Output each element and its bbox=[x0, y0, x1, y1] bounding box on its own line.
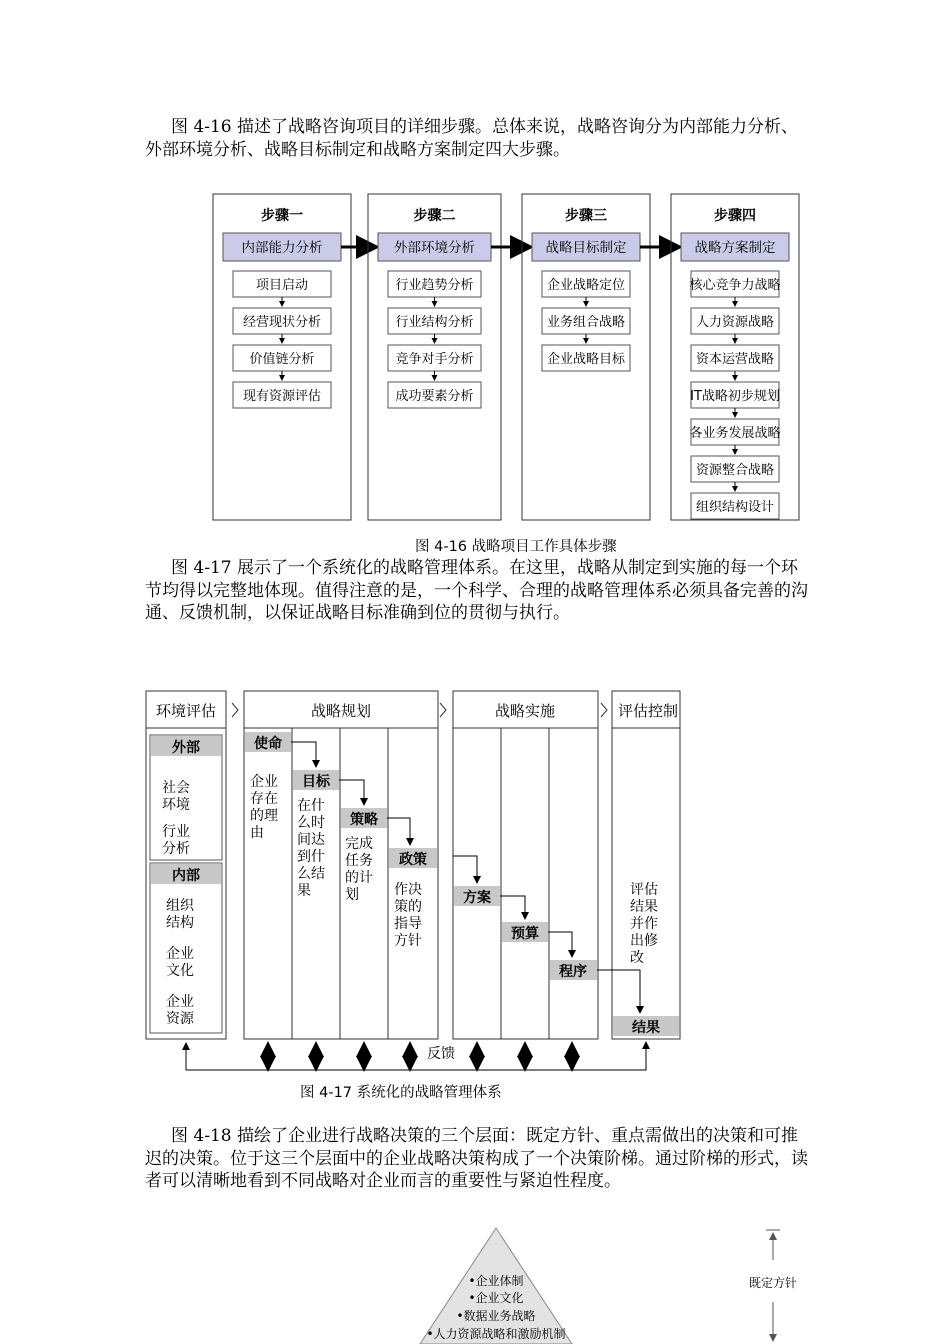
external-item: 环境 bbox=[162, 797, 190, 813]
external-item: 分析 bbox=[162, 841, 190, 857]
step-2-title: 步骤二 bbox=[413, 208, 456, 224]
eval-text: 出修 bbox=[630, 933, 658, 949]
mission-text: 的理 bbox=[250, 808, 278, 824]
goal-text: 么时 bbox=[297, 815, 325, 831]
step-1-item: 现有资源评估 bbox=[242, 389, 322, 404]
policy-text: 指导 bbox=[394, 916, 422, 932]
col-eval-title: 评估控制 bbox=[617, 702, 679, 720]
step-1-title: 步骤一 bbox=[261, 208, 303, 224]
mission-text: 存在 bbox=[250, 791, 278, 807]
figure-4-18 bbox=[400, 1222, 820, 1344]
internal-item: 企业 bbox=[166, 946, 194, 962]
paragraph-2: 图 4-17 展示了一个系统化的战略管理体系。在这里，战略从制定到实施的每一个环节均得以完整地体现。值得注意的是，一个科学、合理的战略管理体系必须具备完善的沟通、反馈机制，以保证战略目标准确到位的贯彻与执行。 bbox=[145, 558, 808, 623]
fig18-item-3: •数据业务战略 bbox=[456, 1309, 536, 1323]
step-4-item: 组织结构设计 bbox=[695, 500, 775, 515]
fig18-level-label: 既定方针 bbox=[748, 1276, 798, 1290]
step-2-item: 行业趋势分析 bbox=[395, 278, 474, 293]
eval-text: 并作 bbox=[630, 916, 658, 932]
step-1-item: 价值链分析 bbox=[249, 352, 315, 367]
step-1-item: 经营现状分析 bbox=[242, 315, 322, 330]
internal-item: 文化 bbox=[166, 963, 194, 979]
step-4-header: 战略方案制定 bbox=[694, 240, 776, 256]
plan-label: 方案 bbox=[463, 890, 491, 906]
goal-text: 在什 bbox=[297, 798, 325, 814]
figure-4-16 bbox=[205, 190, 810, 525]
col-plan-title: 战略规划 bbox=[310, 702, 372, 720]
step-3-item: 企业战略目标 bbox=[546, 352, 626, 367]
strategy-text: 划 bbox=[345, 887, 359, 903]
fig18-item-2: •企业文化 bbox=[468, 1291, 524, 1305]
step-3-header: 战略目标制定 bbox=[545, 240, 627, 256]
paragraph-1: 图 4-16 描述了战略咨询项目的详细步骤。总体来说，战略咨询分为内部能力分析、外部环境分析、战略目标制定和战略方案制定四大步骤。 bbox=[145, 117, 798, 160]
feedback-label: 反馈 bbox=[427, 1046, 455, 1062]
step-4-item: 人力资源战略 bbox=[695, 315, 775, 330]
col-env-title: 环境评估 bbox=[155, 702, 217, 720]
goal-text: 么结 bbox=[297, 866, 325, 882]
policy-text: 策的 bbox=[394, 899, 422, 915]
result-label: 结果 bbox=[632, 1020, 660, 1036]
figure-4-17 bbox=[140, 688, 690, 1078]
step-4-item: 资本运营战略 bbox=[695, 352, 775, 367]
mission-text: 由 bbox=[250, 825, 264, 841]
mission-text: 企业 bbox=[250, 774, 278, 790]
step-2-item: 竞争对手分析 bbox=[395, 352, 474, 367]
mission-label: 使命 bbox=[254, 736, 282, 752]
step-1-header: 内部能力分析 bbox=[241, 240, 323, 256]
eval-text: 改 bbox=[630, 950, 644, 966]
internal-item: 资源 bbox=[166, 1011, 194, 1027]
step-3-item: 企业战略定位 bbox=[546, 278, 626, 293]
strategy-label: 策略 bbox=[350, 812, 378, 828]
goal-text: 间达 bbox=[297, 832, 325, 848]
fig18-item-1: •企业体制 bbox=[468, 1274, 524, 1288]
paragraph-3: 图 4-18 描绘了企业进行战略决策的三个层面：既定方针、重点需做出的决策和可推迟的决策。位于这三个层面中的企业战略决策构成了一个决策阶梯。通过阶梯的形式，读者可以清晰地看到不同战略对企业而言的重要性与紧迫性程度。 bbox=[145, 1126, 808, 1191]
eval-text: 结果 bbox=[630, 899, 658, 915]
external-item: 社会 bbox=[162, 780, 190, 796]
step-1-item: 项目启动 bbox=[255, 278, 309, 293]
goal-label: 目标 bbox=[302, 774, 330, 790]
step-4-item: 各业务发展战略 bbox=[689, 426, 781, 441]
policy-text: 方针 bbox=[394, 933, 422, 949]
fig18-item-4: •人力资源战略和激励机制 bbox=[426, 1327, 566, 1341]
eval-text: 评估 bbox=[630, 882, 658, 898]
internal-item: 结构 bbox=[166, 915, 194, 931]
internal-item: 企业 bbox=[166, 994, 194, 1010]
internal-item: 组织 bbox=[166, 898, 194, 914]
goal-text: 果 bbox=[297, 883, 311, 899]
step-2-item: 成功要素分析 bbox=[395, 389, 474, 404]
strategy-text: 完成 bbox=[345, 836, 373, 852]
col-impl-title: 战略实施 bbox=[494, 702, 556, 720]
external-item: 行业 bbox=[162, 824, 190, 840]
step-4-item: 核心竞争力战略 bbox=[689, 278, 781, 293]
figure-4-16-caption: 图 4-16 战略项目工作具体步骤 bbox=[415, 539, 617, 555]
strategy-text: 的计 bbox=[345, 870, 373, 886]
step-3-title: 步骤三 bbox=[565, 208, 607, 224]
budget-label: 预算 bbox=[511, 926, 539, 942]
internal-label: 内部 bbox=[172, 868, 200, 884]
step-3-item: 业务组合战略 bbox=[546, 315, 626, 330]
external-label: 外部 bbox=[172, 740, 200, 756]
step-2-item: 行业结构分析 bbox=[395, 315, 474, 330]
policy-text: 作决 bbox=[394, 882, 422, 898]
step-2-header: 外部环境分析 bbox=[394, 240, 475, 256]
step-4-item: 资源整合战略 bbox=[695, 463, 775, 478]
goal-text: 到什 bbox=[297, 849, 325, 865]
figure-4-17-caption: 图 4-17 系统化的战略管理体系 bbox=[300, 1085, 502, 1101]
policy-label: 政策 bbox=[399, 852, 427, 868]
strategy-text: 任务 bbox=[345, 853, 373, 869]
procedure-label: 程序 bbox=[559, 964, 587, 980]
step-4-item: IT战略初步规划 bbox=[690, 389, 780, 404]
step-4-title: 步骤四 bbox=[714, 208, 756, 224]
